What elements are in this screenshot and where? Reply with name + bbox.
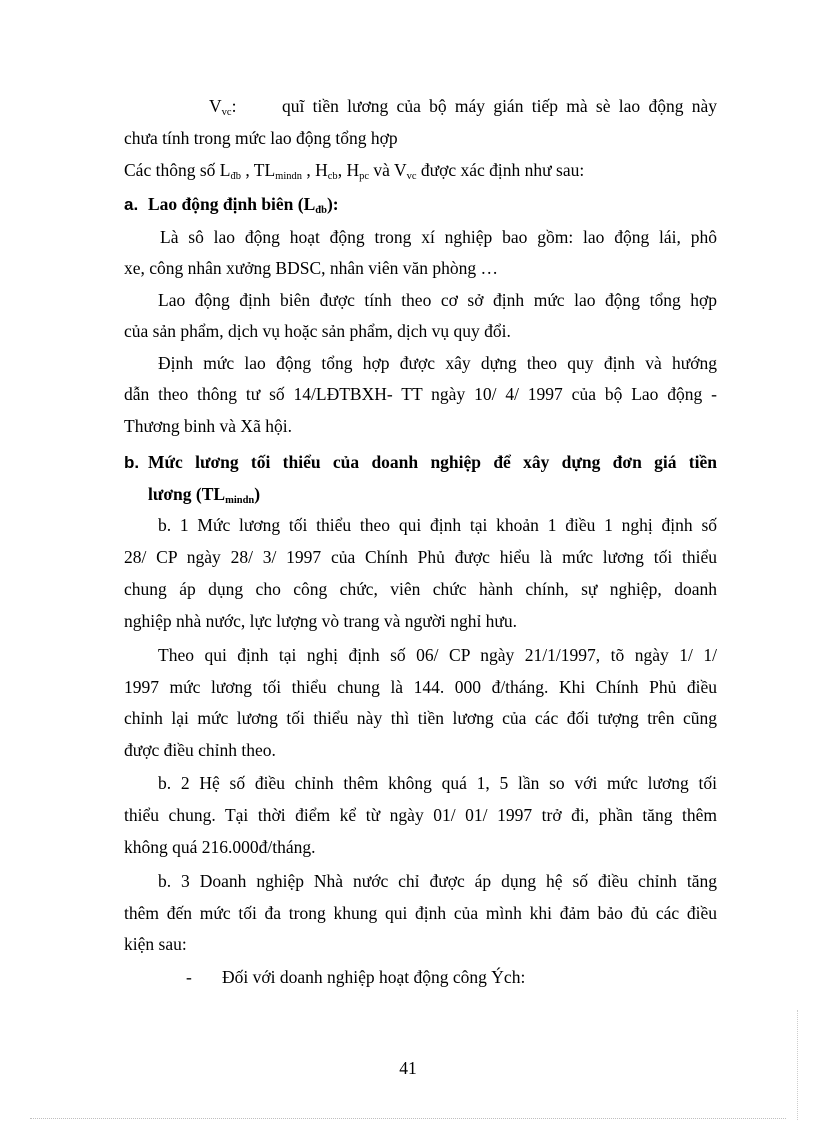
paragraph-line: thêm đến mức tối đa trong khung qui định của mình khi đảm bảo đủ các điều (124, 903, 717, 923)
paragraph-line: được điều chỉnh theo. (124, 740, 276, 760)
text-run: Các thông số L (124, 160, 231, 180)
heading-b (124, 452, 717, 473)
text-run: được xác định như sau: (416, 160, 585, 180)
text-run: ): (326, 194, 339, 214)
heading-text: Mức lương tối thiểu của doanh nghiệp để xây dựng đơn giá tiền (148, 452, 717, 472)
heading-letter: b. (124, 453, 140, 472)
paragraph-line: không quá 216.000đ/tháng. (124, 837, 316, 857)
subscript: mindn (225, 495, 255, 506)
margin-guide (797, 1010, 798, 1120)
paragraph-line: chưa tính trong mức lao động tổng hợp (124, 128, 398, 148)
paragraph-line: Theo qui định tại nghị định số 06/ CP ngày 21/1/1997, tõ ngày 1/ 1/ (158, 645, 717, 665)
paragraph-line: của sản phẩm, dịch vụ hoặc sản phẩm, dịch vụ quy đổi. (124, 321, 511, 341)
paragraph-line: Thương binh và Xã hội. (124, 416, 292, 436)
paragraph-line: thiểu chung. Tại thời điểm kể từ ngày 01/ 01/ 1997 trở đi, phần tăng thêm (124, 805, 717, 825)
page-number: 41 (399, 1058, 417, 1078)
subscript: pc (359, 171, 369, 182)
text-run: và V (369, 160, 407, 180)
subscript: cb (327, 171, 338, 182)
heading-text: Lao động định biên (L (148, 194, 316, 214)
params-line (124, 160, 717, 181)
vvc-definition: quĩ tiền lương của bộ máy gián tiếp mà sè lao động này (282, 96, 717, 116)
text-run: , TL (240, 160, 276, 180)
paragraph-line: chỉnh lại mức lương tối thiểu này thì tiền lương của các đối tượng trên cũng (124, 708, 717, 728)
subscript: đb (315, 205, 327, 216)
heading-a (124, 194, 717, 215)
subscript: mindn (275, 171, 302, 182)
paragraph-line: b. 2 Hệ số điều chỉnh thêm không quá 1, 5 lần so với mức lương tối (158, 773, 717, 793)
paragraph-line: chung áp dụng cho công chức, viên chức hành chính, sự nghiệp, doanh (124, 579, 717, 599)
heading-text: lương (TL (148, 484, 226, 504)
paragraph-line: b. 3 Doanh nghiệp Nhà nước chỉ được áp dụng hệ số điều chỉnh tăng (158, 871, 717, 891)
heading-b-cont (148, 484, 741, 505)
subscript: đb (230, 171, 241, 182)
subscript: vc (406, 171, 417, 182)
bullet-text: Đối với doanh nghiệp hoạt động công Ých: (222, 967, 526, 987)
text-run: , H (302, 160, 328, 180)
heading-letter: a. (124, 195, 139, 214)
colon: : (231, 96, 237, 116)
bullet-dash: - (186, 967, 192, 987)
paragraph-line: Lao động định biên được tính theo cơ sở định mức lao động tổng hợp (158, 290, 717, 310)
paragraph-line: b. 1 Mức lương tối thiểu theo qui định tại khoản 1 điều 1 nghị định số (158, 515, 717, 535)
symbol-v: V (209, 96, 222, 116)
paragraph-line: dẫn theo thông tư số 14/LĐTBXH- TT ngày 10/ 4/ 1997 của bộ Lao động - (124, 384, 717, 404)
footer-divider (30, 1118, 786, 1119)
subscript: vc (221, 107, 232, 118)
text-run: ) (254, 484, 261, 504)
paragraph-line: Định mức lao động tổng hợp được xây dựng theo quy định và hướng (158, 353, 717, 373)
paragraph-line: xe, công nhân xưởng BDSC, nhân viên văn phòng … (124, 258, 499, 278)
paragraph-line: 28/ CP ngày 28/ 3/ 1997 của Chính Phủ được hiểu là mức lương tối thiểu (124, 547, 717, 567)
paragraph-line: kiện sau: (124, 934, 187, 954)
text-run: , H (337, 160, 360, 180)
paragraph-line: 1997 mức lương tối thiểu chung là 144. 000 đ/tháng. Khi Chính Phủ điều (124, 677, 717, 697)
paragraph-line: nghiệp nhà nước, lực lượng vò trang và người nghỉ hưu. (124, 611, 518, 631)
paragraph-line: Là sô lao động hoạt động trong xí nghiệp bao gồm: lao động lái, phô (160, 227, 717, 247)
